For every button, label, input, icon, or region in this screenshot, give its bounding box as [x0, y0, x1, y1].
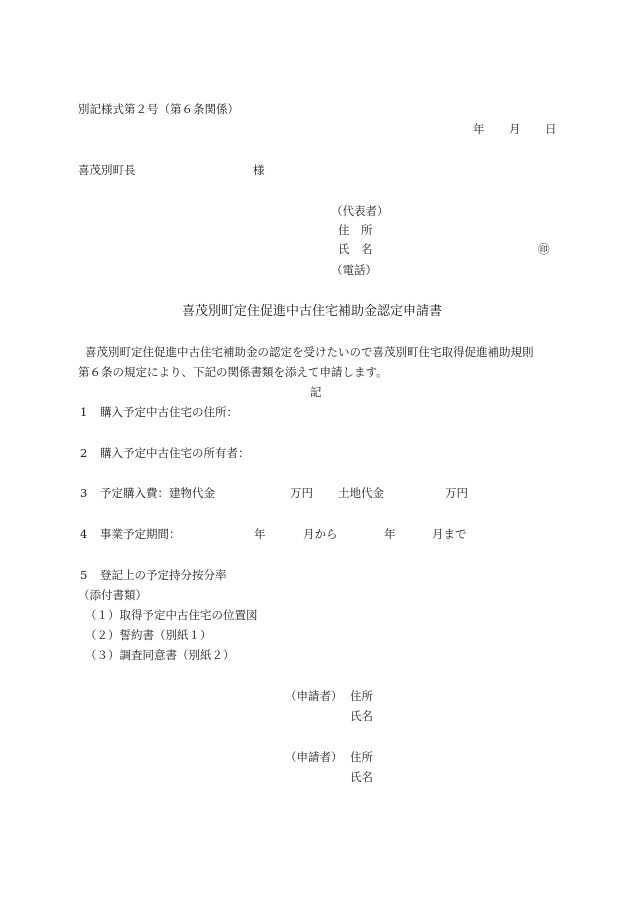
item-4-start-month: 月から: [303, 527, 338, 541]
addressee-name: 喜茂別町長: [78, 163, 136, 177]
representative-label: （代表者）: [331, 204, 389, 218]
attachment-item-3: （３）調査同意書（別紙２）: [85, 648, 235, 662]
body-line-1: 喜茂別町定住促進中古住宅補助金の認定を受けたいので喜茂別町住宅取得促進補助規則: [85, 345, 534, 359]
item-5-label: 登記上の予定持分按分率: [100, 568, 227, 582]
item-3-number: 3: [80, 486, 88, 500]
signer-1-role: （申請者）: [285, 689, 343, 703]
date-year-label: 年: [473, 122, 485, 136]
item-4-number: 4: [80, 527, 88, 541]
item-4-end-month: 月まで: [432, 527, 467, 541]
item-1-number: 1: [80, 405, 88, 419]
address-label: 住 所: [338, 223, 373, 237]
item-4-end-year: 年: [384, 527, 396, 541]
document-title: 喜茂別町定住促進中古住宅補助金認定申請書: [182, 304, 443, 319]
signer-2-name-label: 氏名: [350, 770, 373, 784]
signer-1-address-label: 住所: [350, 689, 373, 703]
attachment-item-2: （２）誓約書（別紙１）: [85, 628, 212, 642]
ki-mark: 記: [310, 385, 322, 399]
signer-2-role: （申請者）: [285, 750, 343, 764]
item-4-label: 事業予定期間：: [100, 527, 181, 541]
item-3-unit-building: 万円: [290, 486, 313, 500]
form-number: 別記様式第２号（第６条関係）: [78, 102, 239, 116]
seal-icon: ㊞: [538, 242, 550, 256]
item-2-number: 2: [80, 446, 88, 460]
item-1-label: 購入予定中古住宅の住所：: [100, 405, 238, 419]
body-line-2: 第６条の規定により、下記の関係書類を添えて申請します。: [78, 365, 388, 379]
attachment-item-1: （１）取得予定中古住宅の位置図: [85, 608, 258, 622]
date-day-label: 日: [545, 122, 557, 136]
name-label: 氏 名: [338, 242, 373, 256]
phone-label: （電話）: [331, 263, 377, 277]
attachments-heading: （添付書類）: [78, 588, 147, 602]
item-3-label: 予定購入費：建物代金: [100, 486, 215, 500]
addressee-honorific: 様: [253, 163, 265, 177]
item-2-label: 購入予定中古住宅の所有者：: [100, 446, 250, 460]
item-5-number: 5: [80, 568, 88, 582]
item-3-land-label: 土地代金: [338, 486, 384, 500]
item-4-start-year: 年: [254, 527, 266, 541]
item-3-unit-land: 万円: [445, 486, 468, 500]
date-month-label: 月: [509, 122, 521, 136]
signer-1-name-label: 氏名: [350, 709, 373, 723]
signer-2-address-label: 住所: [350, 750, 373, 764]
